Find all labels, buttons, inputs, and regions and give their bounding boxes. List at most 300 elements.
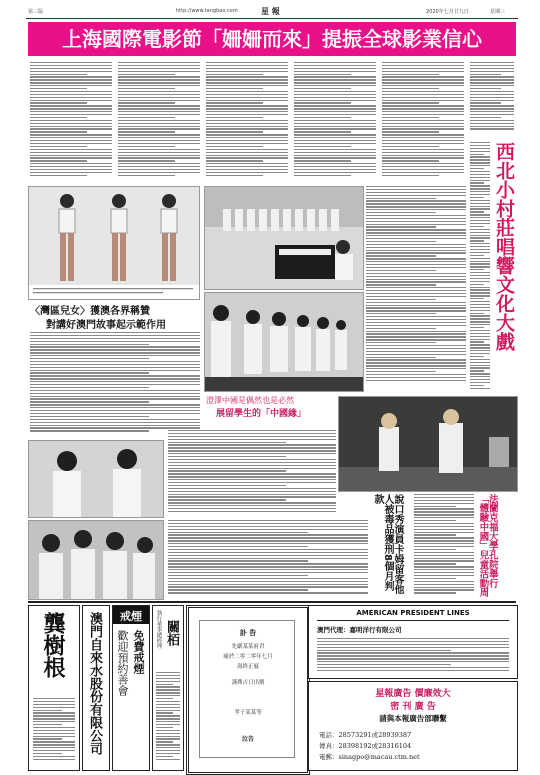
students-figures (205, 293, 363, 391)
text-line (366, 328, 436, 329)
text-line (294, 88, 351, 89)
text-line (206, 79, 288, 80)
text-line (118, 155, 200, 156)
text-line (118, 68, 200, 69)
text-line (470, 304, 490, 305)
text-line (156, 707, 180, 708)
ad-shipping-lines (317, 638, 509, 674)
text-line (30, 346, 200, 347)
text-line (206, 152, 288, 153)
text-line (206, 120, 288, 121)
side-story-title: 西北小村莊唱響文化大戲 (493, 142, 515, 351)
text-line (470, 367, 490, 368)
text-line (317, 658, 509, 659)
text-line (30, 430, 149, 431)
article-body-3 (206, 62, 288, 180)
text-line (206, 157, 288, 158)
text-line (156, 718, 180, 719)
text-line (470, 65, 514, 66)
text-line (168, 520, 368, 521)
center-caption-1: 澄澤中國是偶然也是必然 (206, 396, 294, 405)
banner-headline: 上海國際電影節「姍姍而來」提振全球影業信心 (62, 27, 482, 51)
text-line (30, 332, 200, 333)
text-line (30, 76, 112, 77)
text-line (470, 85, 514, 86)
text-line (470, 79, 514, 80)
text-line (470, 292, 490, 293)
text-line (366, 221, 466, 222)
text-line (30, 358, 149, 359)
text-line (470, 111, 514, 112)
text-line (414, 494, 474, 495)
text-line (470, 324, 490, 325)
text-line (30, 375, 200, 376)
text-line (366, 235, 466, 236)
text-line (30, 396, 200, 397)
choir-figures (205, 187, 363, 289)
text-line (470, 353, 490, 354)
text-line (294, 68, 376, 69)
text-line (366, 229, 466, 230)
text-line (156, 684, 173, 685)
text-line (470, 128, 514, 129)
text-line (168, 552, 368, 553)
text-line (168, 494, 336, 495)
text-line (30, 169, 112, 170)
text-line (382, 146, 439, 147)
text-line (168, 442, 286, 443)
text-line (414, 592, 456, 593)
text-line (206, 88, 263, 89)
text-line (366, 322, 466, 323)
text-line (382, 94, 464, 95)
text-line (470, 373, 490, 374)
text-line (30, 404, 200, 405)
text-line (168, 511, 336, 512)
ad-water-company: 澳門自來水股份有限公司 (87, 612, 102, 755)
text-line (33, 744, 75, 745)
text-line (470, 249, 490, 250)
text-line (30, 370, 200, 371)
text-line (30, 372, 149, 373)
text-line (168, 569, 368, 570)
text-line (382, 137, 464, 138)
text-line (168, 543, 368, 544)
text-line (414, 540, 474, 541)
ad-smoke-box (112, 605, 150, 771)
story-left-headline-1: 〈灣區兒女〉獲澳各界稱贊 (30, 306, 150, 317)
text-line (206, 85, 288, 86)
text-line (206, 91, 288, 92)
text-line (470, 287, 490, 288)
text-line (470, 114, 514, 115)
text-line (470, 154, 484, 155)
text-line (118, 143, 200, 144)
text-line (294, 91, 376, 92)
text-line (30, 91, 112, 92)
text-line (470, 197, 484, 198)
text-line (206, 160, 263, 161)
text-line (168, 465, 336, 466)
text-line (294, 97, 376, 98)
text-line (294, 137, 376, 138)
text-line (382, 79, 464, 80)
text-line (366, 206, 466, 207)
text-line (206, 146, 263, 147)
text-line (118, 172, 200, 173)
text-line (168, 479, 336, 480)
text-line (366, 296, 466, 297)
text-line (168, 555, 368, 556)
text-line (206, 82, 288, 83)
text-line (33, 704, 75, 705)
text-line (366, 255, 436, 256)
text-line (294, 102, 351, 103)
notice-line-6: 孝子某某等 (234, 710, 262, 716)
choir-photo (204, 186, 364, 290)
text-line (470, 301, 490, 302)
text-line (366, 348, 466, 349)
text-line (30, 111, 112, 112)
text-line (156, 681, 180, 682)
text-line (382, 114, 464, 115)
masthead (26, 6, 518, 19)
text-line (30, 62, 112, 63)
text-line (382, 117, 439, 118)
group-photo (28, 520, 164, 600)
text-line (168, 485, 286, 486)
text-line (294, 82, 376, 83)
singers-photo (28, 440, 164, 518)
text-line (470, 200, 490, 201)
banner (28, 22, 516, 56)
text-line (206, 102, 263, 103)
text-line (168, 450, 336, 451)
text-line (366, 342, 436, 343)
text-line (470, 148, 490, 149)
text-line (118, 82, 200, 83)
text-line (30, 175, 87, 176)
text-line (168, 586, 368, 587)
text-line (30, 128, 112, 129)
text-line (366, 287, 466, 288)
text-line (206, 97, 288, 98)
models-figures (29, 187, 199, 299)
text-line (294, 163, 376, 164)
text-line (366, 368, 466, 369)
models-photo (28, 186, 200, 300)
text-line (317, 661, 509, 662)
text-line (414, 560, 474, 561)
text-line (30, 172, 112, 173)
opera-performers (339, 397, 517, 491)
text-line (470, 168, 484, 169)
text-line (382, 143, 464, 144)
text-line (317, 647, 509, 648)
text-line (30, 108, 112, 109)
text-line (382, 65, 464, 66)
text-line (156, 727, 173, 728)
text-line (118, 85, 200, 86)
text-line (470, 206, 490, 207)
text-line (156, 750, 180, 751)
text-line (470, 370, 484, 371)
text-line (414, 514, 474, 515)
text-line (30, 160, 87, 161)
text-line (30, 126, 112, 127)
text-line (118, 62, 200, 63)
text-line (294, 71, 376, 72)
text-line (382, 68, 464, 69)
text-line (366, 273, 466, 274)
notice-line-2: 先嚴某某府君 (231, 644, 265, 650)
text-line (366, 293, 466, 294)
text-line (414, 520, 456, 521)
ad-left-title: 龔樹根 (40, 612, 65, 678)
text-line (366, 264, 466, 265)
text-line (470, 339, 490, 340)
text-line (382, 169, 464, 170)
text-line (294, 76, 376, 77)
text-line (317, 650, 451, 651)
text-line (470, 295, 490, 296)
text-line (206, 172, 288, 173)
text-line (382, 155, 464, 156)
text-line (294, 157, 376, 158)
text-line (168, 558, 368, 559)
text-line (470, 341, 484, 342)
text-line (294, 94, 376, 95)
text-line (156, 736, 180, 737)
text-line (118, 166, 200, 167)
text-line (168, 491, 336, 492)
ad-star-email[interactable]: 電郵：sinagpo@macau.ctm.net (319, 753, 420, 761)
text-line (294, 79, 376, 80)
article-body-4 (294, 62, 376, 180)
text-line (30, 134, 112, 135)
text-line (30, 102, 87, 103)
notice-line-1: 訃 告 (239, 628, 257, 637)
text-line (206, 68, 288, 69)
text-line (414, 529, 474, 530)
text-line (366, 276, 466, 277)
text-line (206, 155, 288, 156)
text-line (470, 388, 490, 389)
ad-exec-title: 關栢 (164, 620, 179, 646)
text-line (168, 482, 336, 483)
text-line (118, 163, 200, 164)
text-line (382, 62, 464, 63)
text-line (366, 371, 436, 372)
text-line (382, 166, 464, 167)
text-line (206, 163, 288, 164)
text-line (30, 338, 200, 339)
text-line (366, 302, 466, 303)
text-line (414, 587, 474, 588)
text-line (470, 174, 490, 175)
text-line (470, 246, 490, 247)
ad-star-fax: 傳真：28398192或28316104 (319, 742, 412, 750)
text-line (118, 140, 200, 141)
text-line (294, 155, 376, 156)
text-line (294, 166, 376, 167)
weekday: 星期三 (490, 9, 506, 15)
text-line (414, 523, 474, 524)
text-line (366, 316, 466, 317)
text-line (30, 152, 112, 153)
center-caption-2: 展留學生的「中國緣」 (216, 409, 307, 419)
text-line (414, 500, 474, 501)
text-line (168, 572, 368, 573)
text-line (366, 241, 436, 242)
text-line (382, 120, 464, 121)
article-body-10 (414, 494, 474, 598)
ad-star-line-2: 密 刊 廣 告 (390, 702, 436, 712)
text-line (470, 315, 490, 316)
text-line (470, 91, 514, 92)
text-line (414, 552, 474, 553)
text-line (30, 344, 149, 345)
text-line (206, 74, 263, 75)
text-line (33, 727, 75, 728)
choir-photo-2 (204, 292, 364, 392)
text-line (168, 496, 336, 497)
text-line (30, 137, 112, 138)
text-line (30, 364, 200, 365)
text-line (30, 401, 149, 402)
text-line (33, 712, 75, 713)
text-line (470, 62, 514, 63)
text-line (206, 128, 288, 129)
text-line (382, 100, 464, 101)
text-line (366, 203, 466, 204)
text-line (168, 473, 336, 474)
text-line (33, 721, 75, 722)
text-line (168, 592, 368, 593)
ad-shipping-rule (317, 620, 509, 621)
text-line (33, 738, 62, 739)
text-line (382, 102, 439, 103)
text-line (30, 387, 149, 388)
text-line (470, 117, 501, 118)
text-line (414, 558, 474, 559)
ad-notice-box (186, 605, 310, 775)
text-line (470, 208, 490, 209)
text-line (206, 94, 288, 95)
text-line (168, 532, 308, 533)
text-line (366, 186, 466, 187)
text-line (118, 131, 175, 132)
text-line (317, 638, 509, 639)
text-line (414, 534, 456, 535)
text-line (118, 114, 200, 115)
text-line (414, 581, 474, 582)
text-line (470, 159, 490, 160)
text-line (206, 100, 288, 101)
text-line (414, 563, 456, 564)
text-line (470, 318, 490, 319)
text-line (366, 252, 466, 253)
text-line (294, 65, 376, 66)
text-line (30, 352, 200, 353)
text-line (30, 349, 200, 350)
article-body-9 (168, 520, 368, 598)
text-line (382, 111, 464, 112)
text-line (156, 747, 180, 748)
text-line (414, 555, 474, 556)
text-line (118, 76, 200, 77)
text-line (156, 686, 180, 687)
site-url[interactable]: http://www.tangbao.com (176, 8, 238, 14)
text-line (33, 710, 62, 711)
text-line (168, 456, 286, 457)
text-line (317, 667, 509, 668)
text-line (156, 715, 180, 716)
text-line (156, 692, 180, 693)
text-line (366, 313, 436, 314)
text-line (30, 71, 112, 72)
ad-shipping-title: AMERICAN PRESIDENT LINES (356, 609, 470, 617)
text-line (366, 244, 466, 245)
text-line (382, 160, 439, 161)
text-line (118, 134, 200, 135)
text-line (366, 365, 466, 366)
text-line (366, 215, 466, 216)
text-line (168, 430, 336, 431)
text-line (30, 416, 149, 417)
text-line (206, 76, 288, 77)
text-line (294, 128, 376, 129)
text-line (33, 707, 75, 708)
text-line (118, 175, 175, 176)
text-line (30, 378, 200, 379)
text-line (206, 131, 263, 132)
text-line (366, 281, 466, 282)
text-line (470, 180, 490, 181)
text-line (118, 169, 200, 170)
text-line (382, 85, 464, 86)
text-line (30, 97, 112, 98)
text-line (382, 128, 464, 129)
text-line (470, 313, 484, 314)
text-line (366, 374, 466, 375)
text-line (156, 678, 180, 679)
text-line (470, 261, 490, 262)
article-body-left (30, 62, 112, 180)
text-line (470, 145, 490, 146)
text-line (206, 166, 288, 167)
text-line (470, 76, 514, 77)
text-line (168, 589, 308, 590)
text-line (470, 123, 514, 124)
text-line (30, 146, 87, 147)
text-line (470, 310, 490, 311)
text-line (317, 670, 509, 671)
text-line (30, 427, 200, 428)
text-line (470, 330, 490, 331)
text-line (470, 171, 490, 172)
text-line (470, 232, 490, 233)
text-line (470, 243, 490, 244)
text-line (206, 149, 288, 150)
text-line (470, 188, 490, 189)
text-line (156, 672, 180, 673)
ad-exec-lines (156, 672, 180, 764)
ad-smoke-line-2: 歡迎預約善會 (116, 630, 129, 696)
text-line (366, 362, 466, 363)
text-line (382, 149, 464, 150)
text-line (366, 224, 466, 225)
